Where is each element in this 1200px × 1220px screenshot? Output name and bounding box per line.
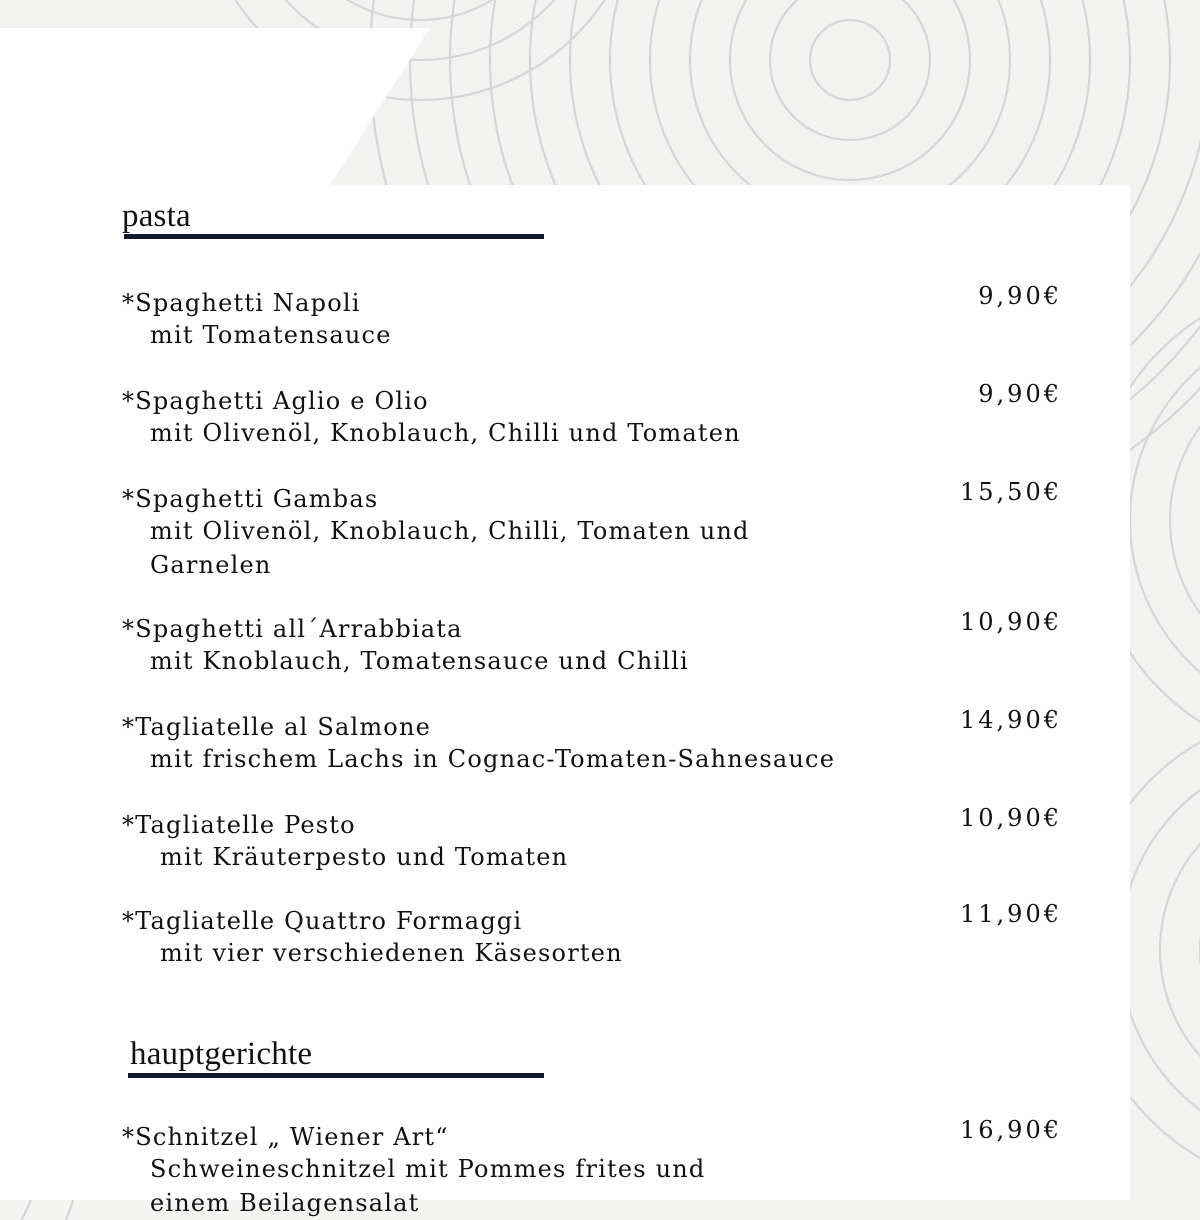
menu-item [122, 282, 1082, 352]
item-price: 16,90€ [960, 1116, 1062, 1144]
item-name: *Tagliatelle al Salmone [122, 713, 432, 741]
menu-item [122, 608, 1082, 678]
item-name: *Spaghetti Aglio e Olio [122, 387, 429, 415]
item-name: *Tagliatelle Quattro Formaggi [122, 907, 523, 935]
item-description: mit Knoblauch, Tomatensauce und Chilli [150, 647, 689, 675]
item-description: mit vier verschiedenen Käsesorten [160, 939, 623, 967]
item-name: *Spaghetti all´Arrabbiata [122, 615, 463, 643]
item-description: mit Olivenöl, Knoblauch, Chilli, Tomaten und Garnelen [150, 517, 750, 579]
menu-item [122, 900, 1082, 970]
item-name: *Spaghetti Napoli [122, 289, 361, 317]
menu-item [122, 478, 1082, 582]
item-price: 9,90€ [978, 380, 1062, 408]
item-description: Schweineschnitzel mit Pommes frites und einem Beilagensalat [150, 1155, 706, 1217]
section-title-pasta: pasta [122, 198, 191, 234]
item-name: *Schnitzel „ Wiener Art“ [122, 1123, 449, 1151]
item-description: mit Kräuterpesto und Tomaten [160, 843, 569, 871]
menu-item [122, 804, 1082, 874]
section-underline [124, 234, 544, 239]
section-title-hauptgerichte: hauptgerichte [130, 1036, 313, 1072]
item-price: 10,90€ [960, 608, 1062, 636]
item-description: mit Tomatensauce [150, 321, 392, 349]
item-price: 15,50€ [960, 478, 1062, 506]
menu-item [122, 1116, 1082, 1220]
section-underline [128, 1073, 544, 1078]
item-price: 9,90€ [978, 282, 1062, 310]
item-price: 10,90€ [960, 804, 1062, 832]
item-price: 14,90€ [960, 706, 1062, 734]
menu-item [122, 380, 1082, 450]
item-name: *Tagliatelle Pesto [122, 811, 356, 839]
item-description: mit Olivenöl, Knoblauch, Chilli und Tomaten [150, 419, 741, 447]
menu-item [122, 706, 1082, 776]
item-name: *Spaghetti Gambas [122, 485, 379, 513]
item-price: 11,90€ [960, 900, 1062, 928]
item-description: mit frischem Lachs in Cognac-Tomaten-Sahnesauce [150, 745, 836, 773]
